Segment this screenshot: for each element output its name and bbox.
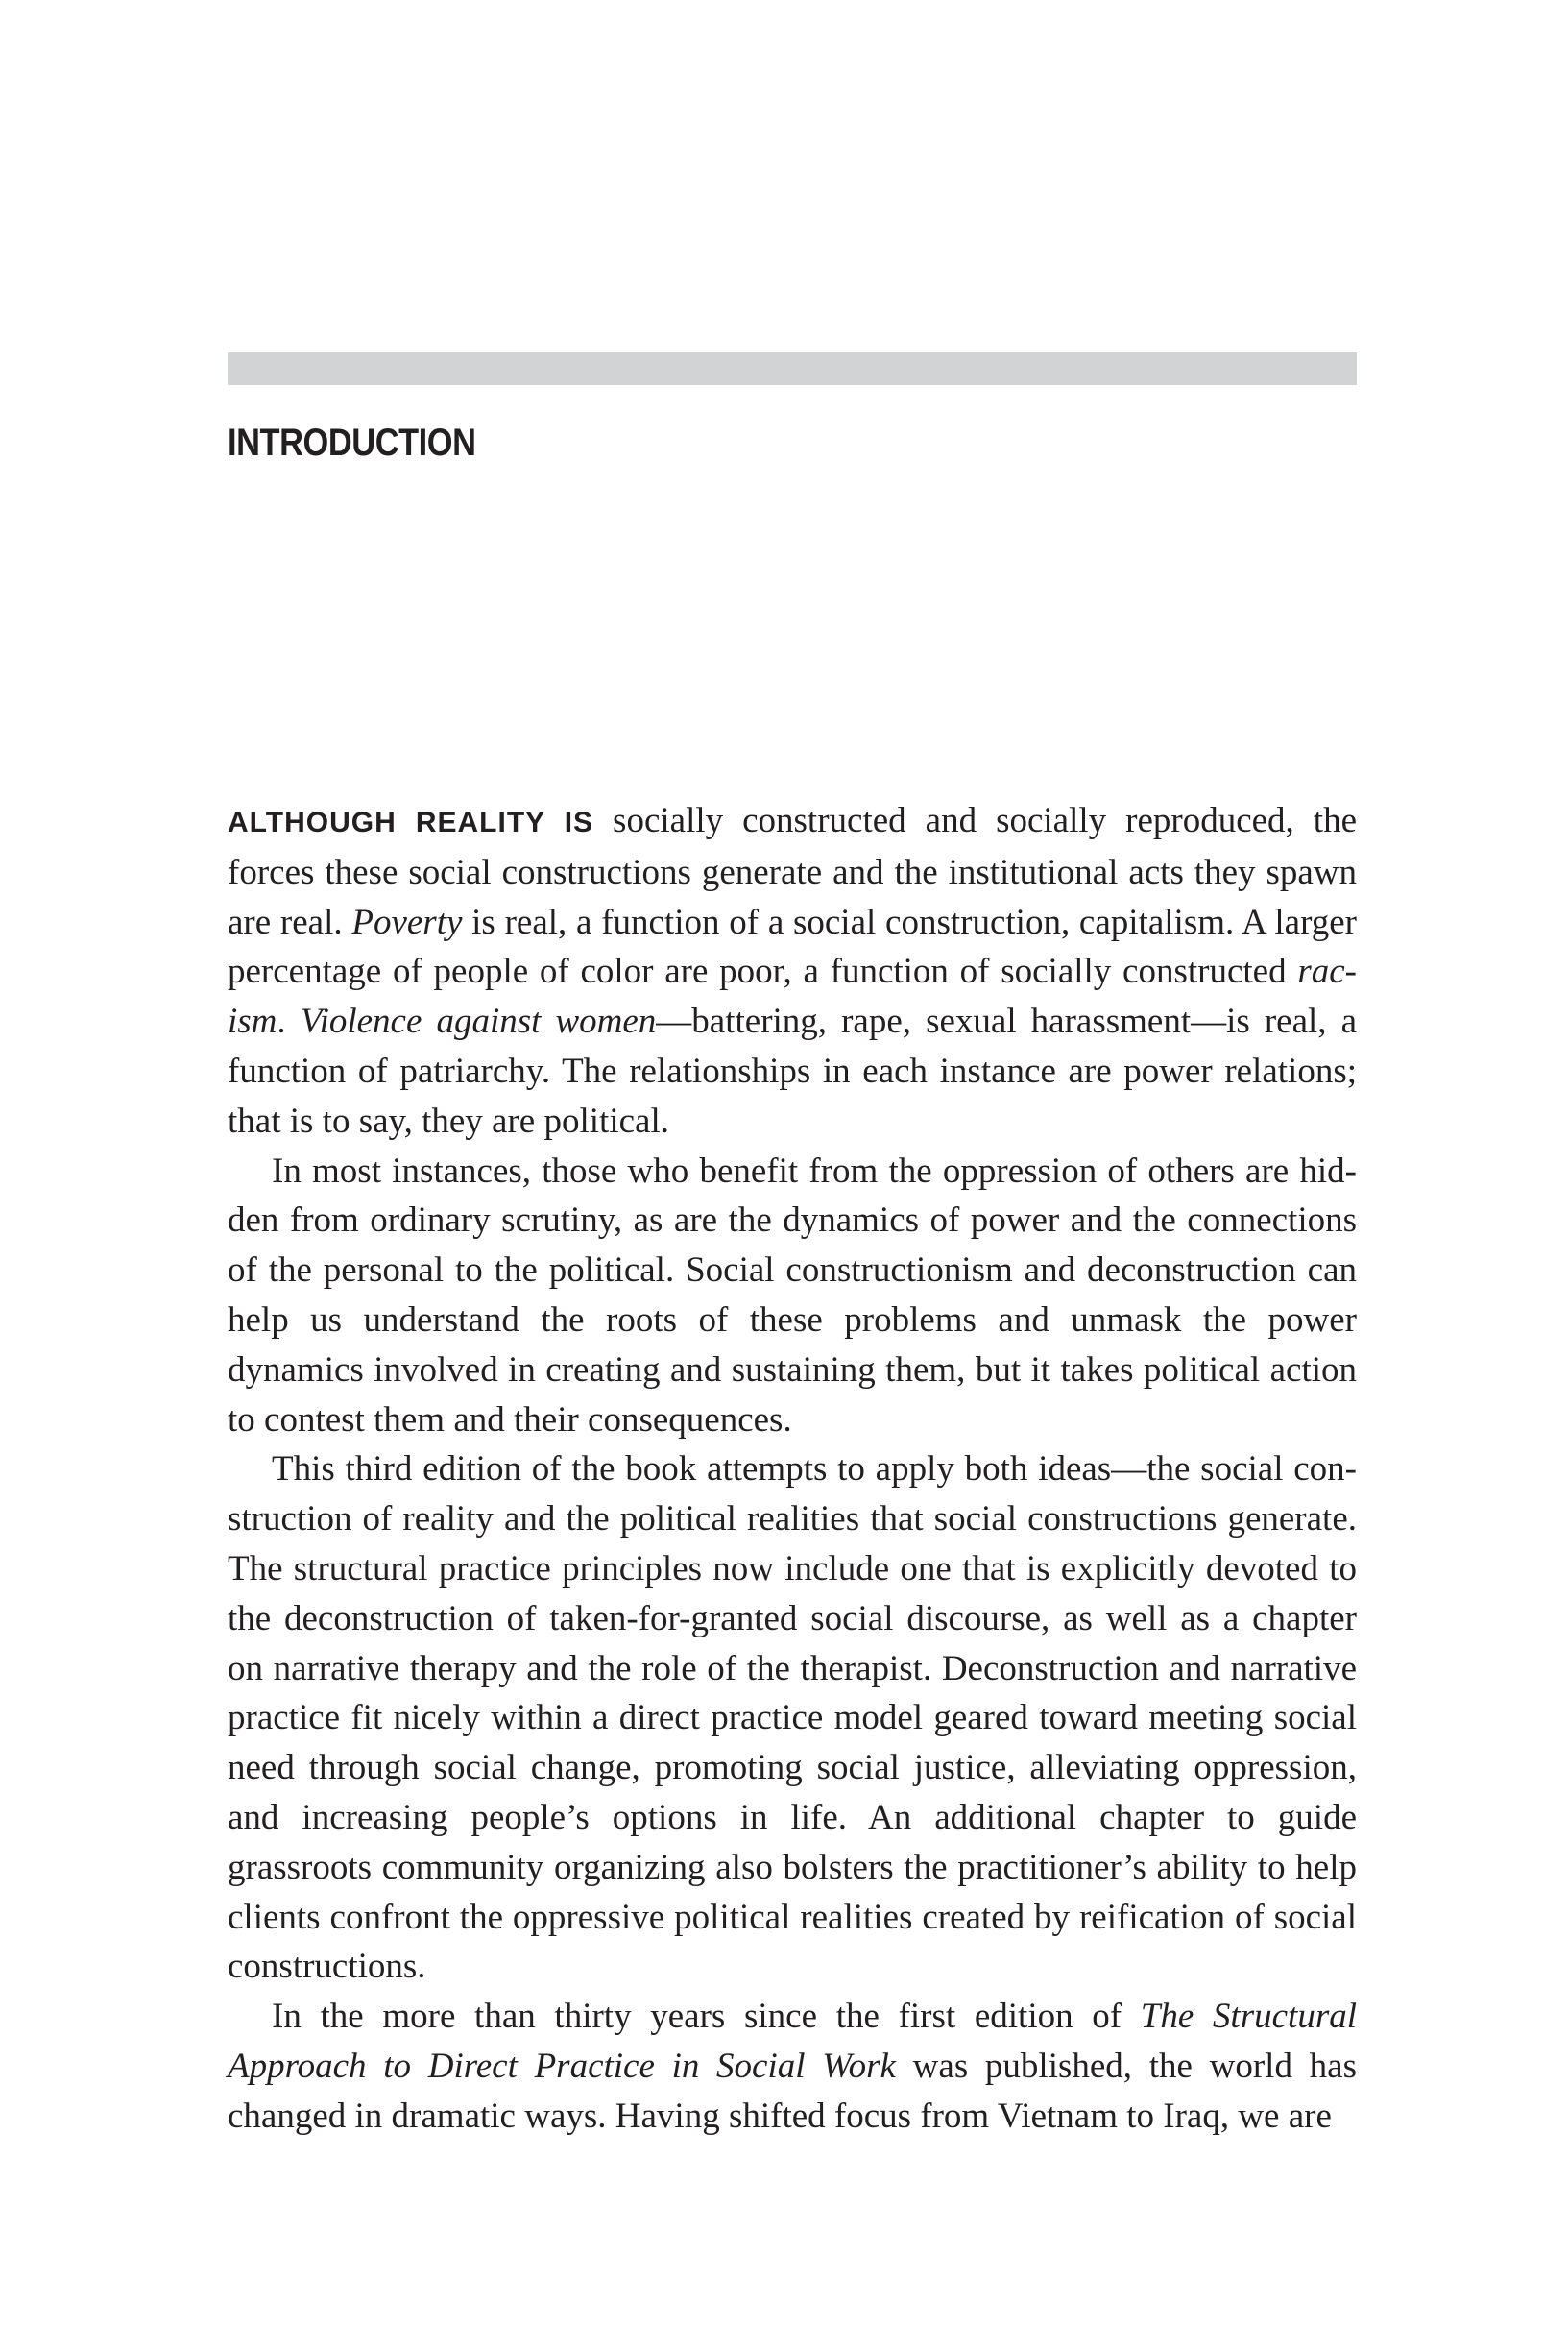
emphasis-book-title: The Structural Approach to Direct Practice in Social Work	[228, 1997, 1357, 2086]
text-segment: In most instances, those who benefit from the oppression of others are hidden from ordinary scrutiny, as are the dynamics of power and the connections of the personal to the political. Social constructionism and deconstruction can help us understand the roots of these problems and unmask the power dynamics involved in creating and sustaining them, but it takes political action to contest them and their consequences.	[228, 1151, 1357, 1440]
text-segment: is real, a function of a social construction, capitalism. A larger percentage of people of color are poor, a function of socially constructed	[228, 902, 1357, 992]
paragraph-lead-in: ALTHOUGH REALITY IS	[228, 807, 594, 838]
text-segment: In the more than thirty years since the first edition of	[272, 1997, 1141, 2037]
paragraph-1	[228, 796, 1357, 1147]
chapter-header-bar	[228, 352, 1357, 385]
chapter-title: INTRODUCTION	[228, 422, 476, 464]
emphasis-poverty: Poverty	[351, 902, 463, 942]
paragraph-2	[228, 1147, 1357, 1445]
emphasis-racism: racism	[228, 952, 1357, 1042]
paragraph-4	[228, 1992, 1357, 2141]
text-segment: —battering, rape, sexual harassment—is real, a function of patriarchy. The relationships in each instance are power relations; that is to say, they are political.	[228, 1002, 1358, 1141]
emphasis-violence-against-women: Violence against women	[300, 1002, 657, 1042]
body-text	[228, 796, 1357, 2142]
text-segment: This third edition of the book attempts to apply both ideas—the social construction of reality and the political realities that social constructions generate. The structural practice principles now include one that is explicitly devoted to the deconstruction of taken-for-granted social discourse, as well as a chapter on narrative therapy and the role of the therapist. Deconstruction and narrative practice fit nicely within a direct practice model geared toward meeting social need through social change, promoting social justice, alleviating oppression, and increasing people’s options in life. An additional chapter to guide grassroots community organizing also bolsters the practitioner’s ability to help clients confront the oppressive political realities created by reification of social constructions.	[228, 1449, 1357, 1987]
text-segment: .	[277, 1002, 301, 1042]
text-segment: was published, the world has changed in dramatic ways. Having shifted focus from Vietnam to Iraq, we are	[228, 2046, 1357, 2136]
text-segment: socially constructed and socially reproduced, the forces these social constructions generate and the institutional acts they spawn are real.	[228, 801, 1357, 942]
paragraph-3	[228, 1444, 1357, 1992]
